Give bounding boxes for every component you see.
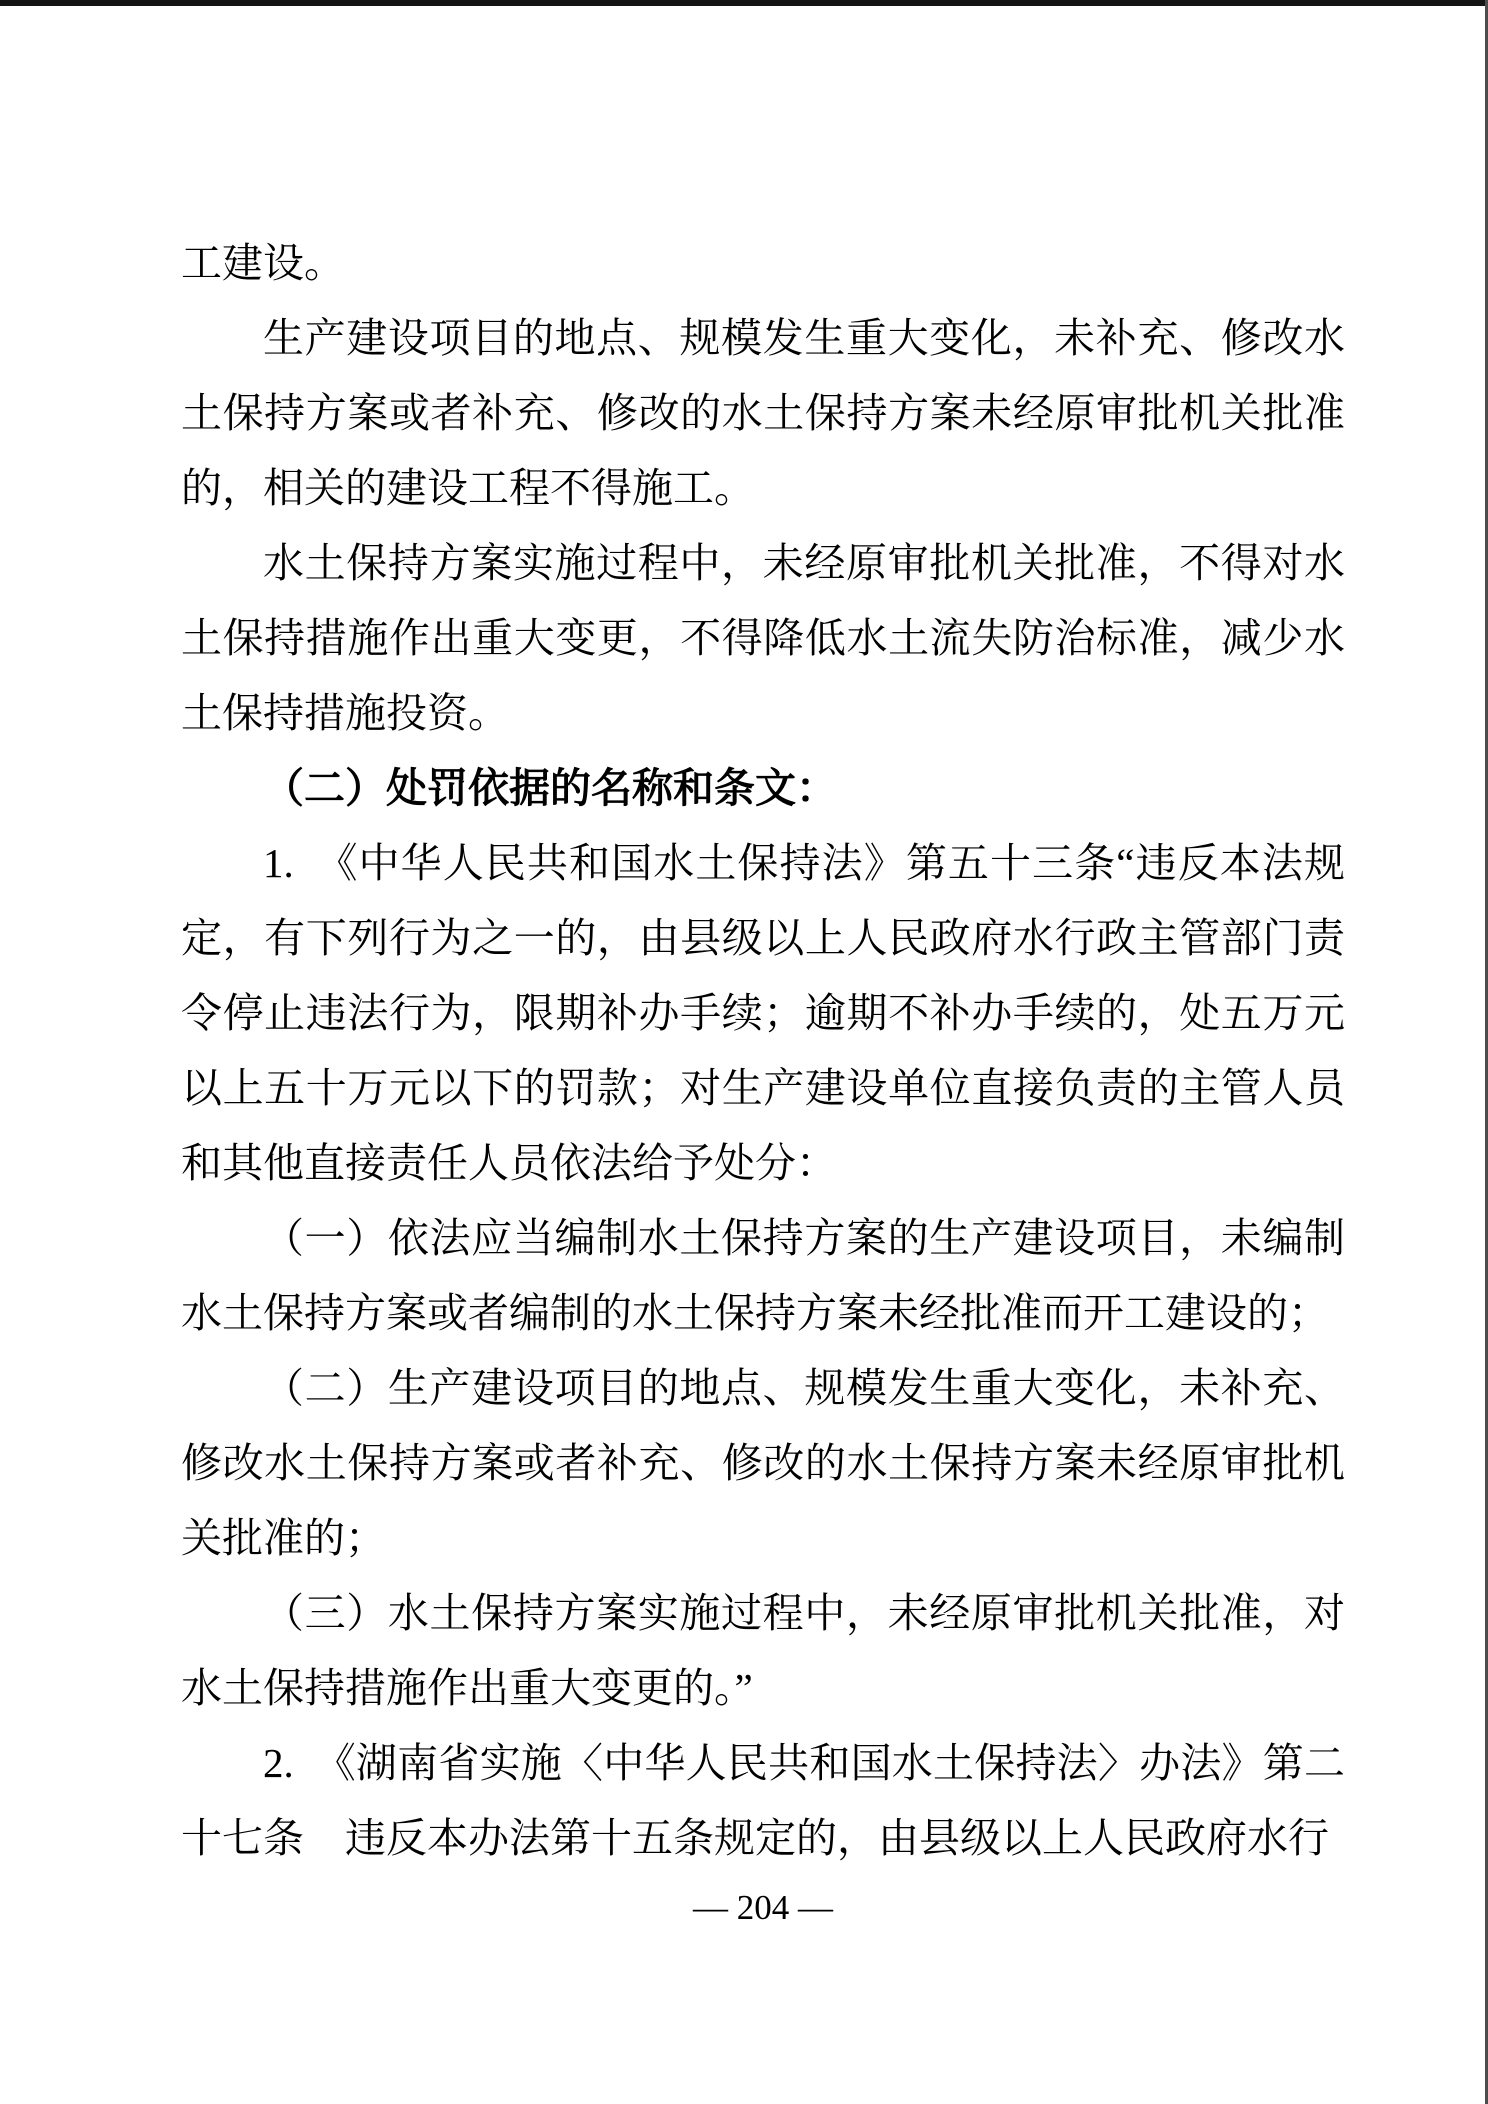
paragraph-continuation: 工建设。 xyxy=(181,240,345,286)
paragraph-project-change-rule: 生产建设项目的地点、规模发生重大变化，未补充、修改水土保持方案或者补充、修改的水土保持方案未经原审批机关批准的，相关的建设工程不得施工。 xyxy=(181,315,1345,511)
page-top-border xyxy=(0,0,1488,6)
list-item-two: （二）生产建设项目的地点、规模发生重大变化，未补充、修改水土保持方案或者补充、修改的水土保持方案未经原审批机关批准的； xyxy=(181,1365,1345,1561)
document-body xyxy=(181,226,1345,1876)
list-item-three: （三）水土保持方案实施过程中，未经原审批机关批准，对水土保持措施作出重大变更的。” xyxy=(181,1590,1345,1711)
paragraph-implementation-rule: 水土保持方案实施过程中，未经原审批机关批准，不得对水土保持措施作出重大变更，不得降低水土流失防治标准，减少水土保持措施投资。 xyxy=(181,540,1345,736)
legal-citation-national-law-article-53: 1. 《中华人民共和国水土保持法》第五十三条“违反本法规定，有下列行为之一的，由县级以上人民政府水行政主管部门责令停止违法行为，限期补办手续；逾期不补办手续的，处五万元以上五十万元以下的罚款；对生产建设单位直接负责的主管人员和其他直接责任人员依法给予处分： xyxy=(181,840,1345,1186)
list-item-one: （一）依法应当编制水土保持方案的生产建设项目，未编制水土保持方案或者编制的水土保持方案未经批准而开工建设的； xyxy=(181,1215,1345,1336)
section-heading-penalty-basis: （二）处罚依据的名称和条文： xyxy=(263,765,837,811)
page-number: — 204 — xyxy=(693,1888,833,1927)
legal-citation-hunan-measures-article-27: 2. 《湖南省实施〈中华人民共和国水土保持法〉办法》第二十七条 违反本办法第十五条规定的，由县级以上人民政府水行 xyxy=(181,1740,1345,1861)
